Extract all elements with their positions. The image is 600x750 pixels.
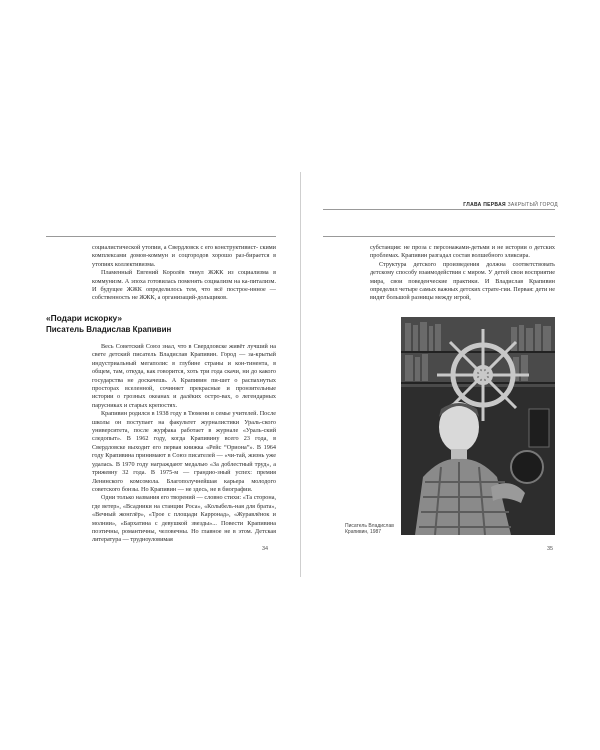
- section-title: «Подари искорку»: [46, 313, 123, 323]
- header-rule-right: [323, 209, 555, 210]
- paragraph: Пламенный Евгений Королёв тянул ЖЖК из социализма в коммунизм. А эпоха готовилась поменять социализм на ка-питализм. И будущее ЖЖК определилось тем, что всё построе-ннное — собственность не ЖЖК, а организаций-дольщиков.: [92, 269, 276, 302]
- gutter-divider: [300, 172, 301, 577]
- paragraph: Структура детского произведения должна соответствовать детскому способу взаимодействия с миром. У детей свои восприятие мира, свои поведенческие практики. И Владислав Крапивин определил четыре самых важных детских страте-гии. Первая: дети не видят большой разницы между игрой,: [370, 260, 555, 302]
- running-head: [463, 202, 558, 208]
- paragraph: Весь Советский Союз знал, что в Свердловске живёт лучший на свете детский писатель Владислав Крапивин. Город — за-крытый индустриальный мегаполис в глубине страны и кон-тинента, в общем, там, откуда, как говорится, хоть три года скачи, ни до какого государства не доскачешь. А Крапивин пи-шет о распахнутых просторах вселенной, сочиняет прекрасные и пронзительные истории о грозных океанах и далёких остро-вах, о легендарных парусниках и старых крепостях.: [92, 343, 276, 409]
- top-rule-left: [46, 236, 276, 237]
- page-number-right: 35: [547, 546, 554, 552]
- right-top-text: [370, 244, 555, 303]
- chapter-label: ГЛАВА ПЕРВАЯ: [463, 202, 506, 208]
- author-photo: [401, 317, 555, 535]
- left-body-text: [92, 343, 276, 545]
- paragraph: Одни только названия его творений — словно стихи: «Та сторона, где ветер», «Всадники на станции Роса», «Колыбель-ная для брата», «Вечный жонглёр», «Трое с площади Карронад», «Журавлёнок и молнии», «Бархатина с девушкой звезды»... Повести Крапивина поэтичны, романтичны, человечны. Но главное не в этом. Детская литература — трудноуловимая: [92, 494, 276, 544]
- author-photo-illustration: [401, 317, 555, 535]
- chapter-title: ЗАКРЫТЫЙ ГОРОД: [507, 202, 558, 208]
- paragraph: субстанция: не проза с персонажами-детьми и не истории о детских проблемах. Крапивин разгадал состав волшебного эликсира.: [370, 244, 555, 260]
- left-top-text: [92, 244, 276, 303]
- page-number-left: 34: [262, 546, 269, 552]
- photo-caption: Писатель Владислав Крапивин, 1987: [345, 523, 394, 536]
- top-rule-right: [323, 236, 555, 237]
- paragraph: Крапивин родился в 1938 году в Тюмени в семье учителей. После школы он поступает на факультет журналистики Ураль-ского университета, после журфака работает в журнале «Ураль-ский следопыт». В 1962 году, когда Крапивину всего 23 года, в Свердловске выходит его первая книжка «Рейс “Ориона”». В 1964 году Крапивина принимают в Союз писателей — «чи-тай, жизнь уже удалась. В 1970 году награждают медалью «За доблестный труд», а трижевну 32 года. В 1975-м — грандио-зный успех: премия Ленинского комсомола. Благополучнейшая карьера молодого советского бонзы. Но Крапивин — не здесь, не в биографии.: [92, 410, 276, 493]
- paragraph: социалистической утопии, а Свердловск с его конструктивист- скими комплексами домов-коммун и соцгородов хорошо раз-бирается в утопиях коллективизма.: [92, 244, 276, 268]
- section-subtitle: Писатель Владислав Крапивин: [46, 325, 172, 334]
